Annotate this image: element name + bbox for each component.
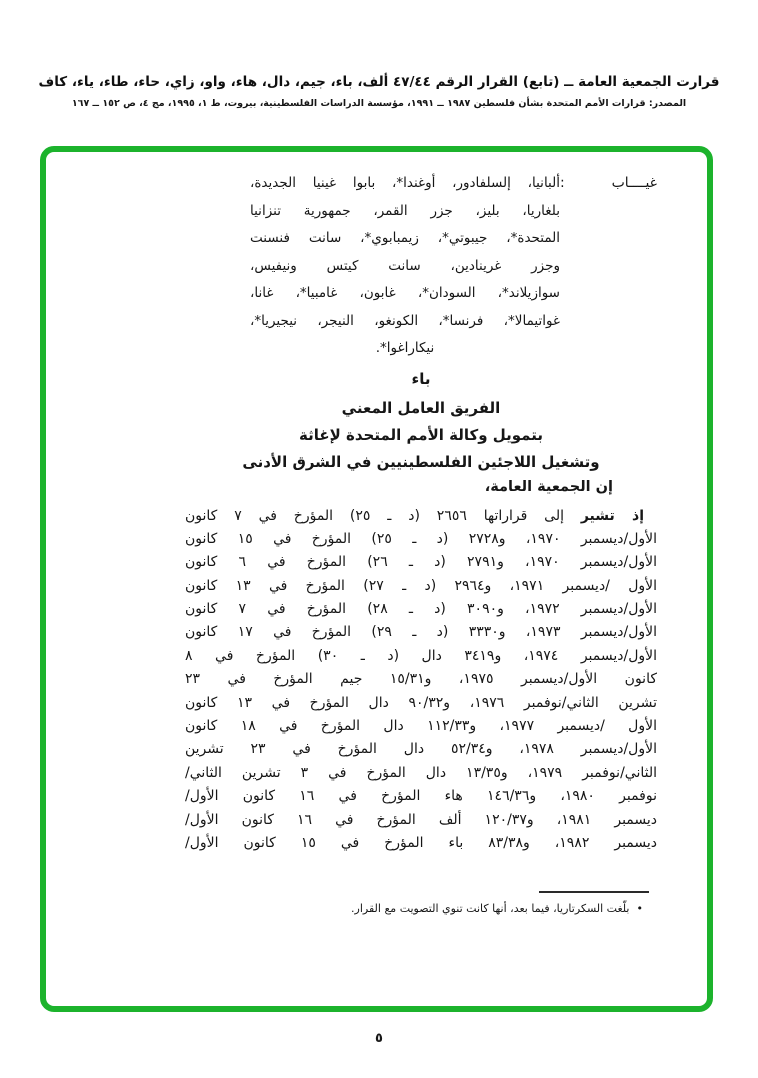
section-letter: باء (411, 369, 431, 388)
header-source-line: المصدر: قرارات الأمم المتحدة بشأن فلسطين ١٩٨٧ ــ ١٩٩١، مؤسسة الدراسات الفلسطينية، بيروت، ط ١، ١٩٩٥، مج ٤، ص ١٥٢ ــ ١٦٧ (71, 98, 687, 109)
resolution-title-line: الفريق العامل المعني (341, 398, 501, 417)
resolution-paragraph-line: الأول/ديسمبر ١٩٧٠، و٢٧٩١ (د ـ ٢٦) المؤرخ في ٦ كانون (185, 554, 657, 571)
resolution-paragraph-line: الأول /ديسمبر ١٩٧١، و٢٩٦٤ (د ـ ٢٧) المؤرخ في ١٣ كانون (185, 577, 657, 594)
absent-label: غيــــاب (611, 175, 657, 191)
resolution-paragraph-line (185, 505, 657, 528)
paragraph-first-line-rest: إلى قراراتها ٢٦٥٦ (د ـ ٢٥) المؤرخ في ٧ كانون (185, 507, 564, 524)
footnote-text: بلّغت السكرتاريا، فيما بعد، أنها كانت تنوي التصويت مع القرار. (351, 902, 630, 915)
resolution-paragraph-line: الأول/ديسمبر ١٩٧٨، و٥٢/٣٤ دال المؤرخ في ٢٣ تشرين (185, 741, 657, 758)
footnote-row (323, 901, 643, 916)
absent-label-row (560, 170, 657, 363)
resolution-paragraph-line: كانون الأول/ديسمبر ١٩٧٥، و١٥/٣١ جيم المؤرخ في ٢٣ (185, 671, 657, 688)
resolution-title (185, 395, 657, 476)
footnote-separator-rule (539, 891, 649, 893)
footnote-block (185, 891, 657, 916)
resolution-paragraph-line: الأول/ديسمبر ١٩٧٤، و٣٤١٩ دال (د ـ ٣٠) المؤرخ في ٨ (185, 647, 657, 664)
header-citation-title: قرارت الجمعية العامة ــ (تابع) القرار الرقم ٤٧/٤٤ ألف، باء، جيم، دال، هاء، واو، زاي، حاء، طاء، ياء، كاف (38, 74, 720, 90)
absent-list-line: غواتيمالا*، فرنسا*، الكونغو، النيجر، نيجيريا*، (250, 312, 560, 329)
resolution-paragraph-line: الأول/ديسمبر ١٩٧٢، و٣٠٩٠ (د ـ ٢٨) المؤرخ في ٧ كانون (185, 601, 657, 618)
resolution-paragraph (185, 505, 657, 856)
absent-list-line: وجزر غرينادين، سانت كيتس ونيفيس، (250, 257, 560, 274)
resolution-title-line: بتمويل وكالة الأمم المتحدة لإغاثة (299, 425, 543, 444)
absent-list-line: ألبانيا، إلسلفادور، أوغندا*، بابوا غينيا الجديدة، (250, 175, 560, 191)
opening-clause: إن الجمعية العامة، (484, 478, 613, 495)
footnote-bullet-marker: • (636, 902, 643, 915)
document-body (185, 170, 657, 855)
resolution-paragraph-line: ديسمبر ١٩٨١، و١٢٠/٣٧ ألف المؤرخ في ١٦ كانون الأول/ (185, 811, 657, 828)
resolution-paragraph-line: الأول/ديسمبر ١٩٧٠، و٢٧٢٨ (د ـ ٢٥) المؤرخ في ١٥ كانون (185, 530, 657, 547)
absent-list-line: بلغاريا، بليز، جزر القمر، جمهورية تنزانيا (250, 202, 560, 219)
absent-list-line: سوازيلاند*، السودان*، غابون، غامبيا*، غانا، (250, 285, 560, 301)
absent-countries-list (250, 170, 560, 363)
page-header (0, 74, 758, 109)
absent-colon: : (560, 175, 565, 191)
absent-list-line: نيكاراغوا*. (375, 340, 435, 356)
resolution-paragraph-line: نوفمبر ١٩٨٠، و١٤٦/٣٦ هاء المؤرخ في ١٦ كانون الأول/ (185, 788, 657, 805)
absent-countries-block (185, 170, 657, 363)
absent-list-line: المتحدة*، جيبوتي*، زيمبابوي*، سانت فنسنت (250, 230, 560, 246)
resolution-paragraph-line: ديسمبر ١٩٨٢، و٨٣/٣٨ باء المؤرخ في ١٥ كانون الأول/ (185, 834, 657, 851)
resolution-paragraph-line: الأول /ديسمبر ١٩٧٧، و١١٢/٣٣ دال المؤرخ في ١٨ كانون (185, 718, 657, 735)
resolution-paragraph-line: الأول/ديسمبر ١٩٧٣، و٣٣٣٠ (د ـ ٢٩) المؤرخ في ١٧ كانون (185, 624, 657, 641)
resolution-paragraph-line: تشرين الثاني/نوفمبر ١٩٧٦، و٩٠/٣٢ دال المؤرخ في ١٣ كانون (185, 694, 657, 711)
resolution-title-line: وتشغيل اللاجئين الفلسطينيين في الشرق الأدنى (242, 452, 600, 471)
page-number: ٥ (375, 1031, 383, 1046)
paragraph-lead-phrase: إذ تشير (580, 507, 645, 524)
resolution-paragraph-line: الثاني/نوفمبر ١٩٧٩، و١٣/٣٥ دال المؤرخ في ٣ تشرين الثاني/ (185, 764, 657, 781)
